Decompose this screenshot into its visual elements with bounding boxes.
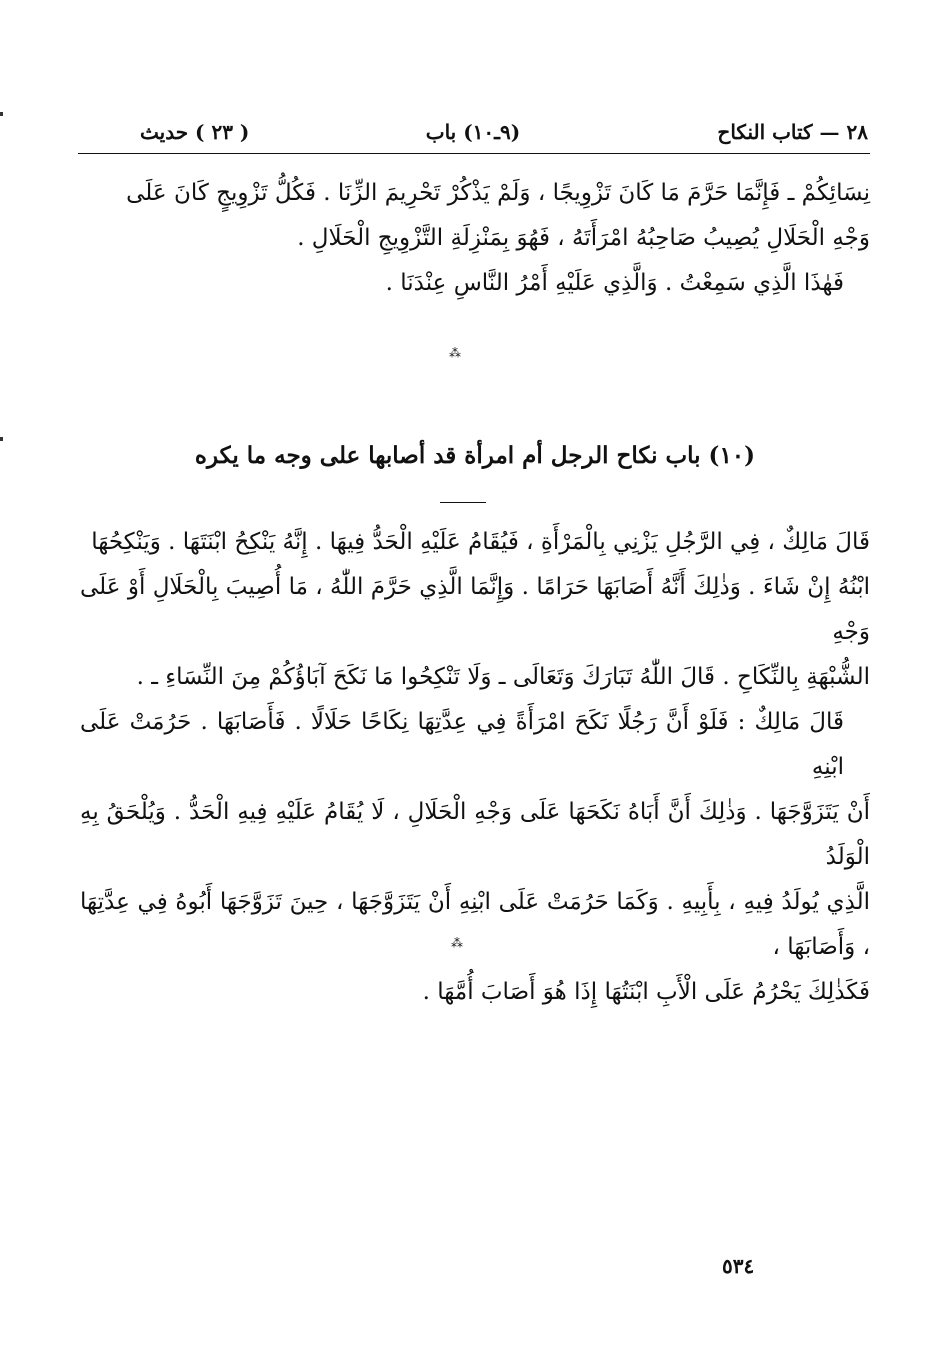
text-line: نِسَائِكُمْ ـ فَإِنَّمَا حَرَّمَ مَا كَانَ تَزْوِيجًا ، وَلَمْ يَذْكُرْ تَحْرِيمَ الزِّنَا . فَكُلُّ تَزْوِيجٍ كَانَ عَلَى [126, 180, 870, 206]
text-line: الشُّبْهَةِ بِالنِّكَاحِ . قَالَ اللّٰهُ تَبَارَكَ وَتَعَالَى ـ وَلَا تَنْكِحُوا مَا نَكَحَ آبَاؤُكُمْ مِنَ النِّسَاءِ ـ . [136, 664, 870, 690]
text-line: فَهٰذَا الَّذِي سَمِعْتُ . وَالَّذِي عَلَيْهِ أَمْرُ النَّاسِ عِنْدَنَا . [385, 270, 844, 296]
scan-margin-mark [0, 437, 3, 441]
text-line: قَالَ مَالِكٌ : فَلَوْ أَنَّ رَجُلًا نَكَحَ امْرَأَةً فِي عِدَّتِهَا نِكَاحًا حَلَالًا . فَأَصَابَهَا . حَرُمَتْ عَلَى ابْنِهِ [80, 709, 844, 780]
text-line: فَكَذٰلِكَ يَحْرُمُ عَلَى الْأَبِ ابْنَتُهَا إِذَا هُوَ أَصَابَ أُمَّهَا . [422, 979, 870, 1005]
page-number: ٥٣٤ [722, 1254, 755, 1278]
text-line: الَّذِي يُولَدُ فِيهِ ، بِأَبِيهِ . وَكَمَا حَرُمَتْ عَلَى ابْنِهِ أَنْ يَتَزَوَّجَهَا ، حِينَ تَزَوَّجَهَا أَبُوهُ فِي عِدَّتِهَا ، وَأَصَابَهَا ، [80, 889, 870, 960]
heading-rule [440, 502, 486, 503]
text-line: ابْنُهُ إِنْ شَاءَ . وَذٰلِكَ أَنَّهُ أَصَابَهَا حَرَامًا . وَإِنَّمَا الَّذِي حَرَّمَ اللّٰهُ ، مَا أُصِيبَ بِالْحَلَالِ أَوْ عَلَى وَجْهِ [80, 574, 870, 645]
header-hadith-number: ( ٢٣ ) حديث [140, 120, 250, 144]
text-line: وَجْهِ الْحَلَالِ يُصِيبُ صَاحِبُهُ امْرَأَتَهُ ، فَهُوَ بِمَنْزِلَةِ التَّزْوِيجِ الْحَلَالِ . [297, 225, 870, 251]
chapter-heading: (١٠) باب نكاح الرجل أم امرأة قد أصابها على وجه ما يكره [194, 442, 756, 469]
header-book-title: ٢٨ — كتاب النكاح [717, 120, 868, 144]
text-line: أَنْ يَتَزَوَّجَهَا . وَذٰلِكَ أَنَّ أَبَاهُ نَكَحَهَا عَلَى وَجْهِ الْحَلَالِ ، لَا يُقَامُ عَلَيْهِ فِيهِ الْحَدُّ . وَيُلْحَقُ بِهِ الْوَلَدُ [80, 799, 870, 870]
running-header [78, 116, 868, 152]
section-divider-ornament: ⁂ [451, 936, 463, 950]
header-chapter-range: (٩ـ١٠) باب [425, 120, 521, 144]
scan-margin-mark [0, 112, 3, 116]
text-line: قَالَ مَالِكٌ ، فِي الرَّجُلِ يَزْنِي بِالْمَرْأَةِ ، فَيُقَامُ عَلَيْهِ الْحَدُّ فِيهَا . إِنَّهُ يَنْكِحُ ابْنَتَهَا . وَيَنْكِحُهَا [91, 529, 870, 555]
header-rule [78, 153, 870, 154]
section-1-text [80, 171, 870, 306]
section-divider-ornament: ⁂ [449, 346, 461, 360]
